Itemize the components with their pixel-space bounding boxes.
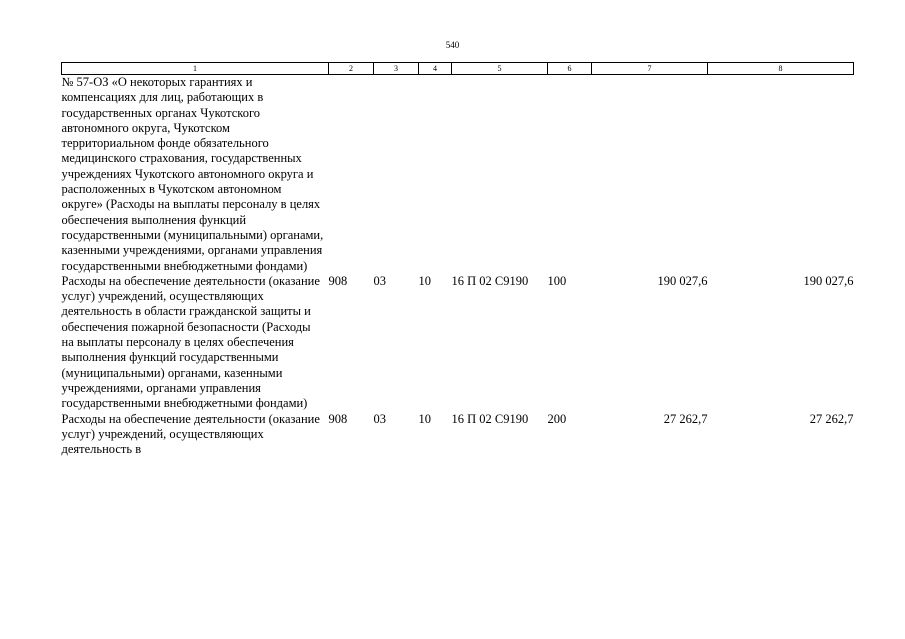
amount-cell-7: 190 027,6 xyxy=(657,273,708,288)
ministry-code-cell xyxy=(329,75,374,274)
section-code-cell: 03 xyxy=(373,273,386,288)
amount-cell-8: 27 262,7 xyxy=(809,411,854,426)
subsection-code-cell xyxy=(419,75,452,274)
amount-cell-8 xyxy=(708,75,854,274)
budget-table xyxy=(61,62,854,457)
row-name-cell: № 57-ОЗ «О некоторых гарантиях и компенсациях для лиц, работающих в государственных органах Чукотского автономного округа, Чукотском территориальном фонде обязательного медицинского страхования, государственных учреждениях Чукотского автономного округа и расположенных в Чукотском автономном округе» (Расходы на выплаты персоналу в целях обеспечения выполнения функций государственными (муниципальными) органами, казенными учреждениями, органами управления государственными внебюджетными фондами) xyxy=(61,75,324,273)
section-code-cell: 03 xyxy=(373,411,386,426)
expense-type-cell xyxy=(548,75,592,274)
row-name-cell: Расходы на обеспечение деятельности (оказание услуг) учреждений, осуществляющих деятельность в xyxy=(61,411,320,457)
page-number: 540 xyxy=(445,40,460,50)
column-header-1: 1 xyxy=(62,63,329,75)
table-row xyxy=(62,75,854,274)
table-row xyxy=(62,412,854,458)
column-header-3: 3 xyxy=(374,63,419,75)
column-header-2: 2 xyxy=(329,63,374,75)
column-header-6: 6 xyxy=(548,63,592,75)
column-header-7: 7 xyxy=(592,63,708,75)
subsection-code-cell: 10 xyxy=(418,411,431,426)
header-row xyxy=(62,63,854,75)
ministry-code-cell: 908 xyxy=(328,273,348,288)
column-header-5: 5 xyxy=(452,63,548,75)
table-row xyxy=(62,274,854,412)
amount-cell-7: 27 262,7 xyxy=(663,411,708,426)
table-header xyxy=(62,63,854,75)
ministry-code-cell: 908 xyxy=(328,411,348,426)
amount-cell-8: 190 027,6 xyxy=(803,273,854,288)
target-article-cell: 16 П 02 С9190 xyxy=(451,273,529,288)
amount-cell-7 xyxy=(592,75,708,274)
section-code-cell xyxy=(374,75,419,274)
target-article-cell xyxy=(452,75,548,274)
row-name-cell: Расходы на обеспечение деятельности (оказание услуг) учреждений, осуществляющих деятельность в области гражданской защиты и обеспечения пожарной безопасности (Расходы на выплаты персоналу в целях обеспечения выполнения функций государственными (муниципальными) органами, казенными учреждениями, органами управления государственными внебюджетными фондами) xyxy=(61,273,320,411)
column-header-4: 4 xyxy=(419,63,452,75)
expense-type-cell: 200 xyxy=(547,411,567,426)
subsection-code-cell: 10 xyxy=(418,273,431,288)
target-article-cell: 16 П 02 С9190 xyxy=(451,411,529,426)
expense-type-cell: 100 xyxy=(547,273,567,288)
column-header-8: 8 xyxy=(708,63,854,75)
table-body xyxy=(62,75,854,458)
